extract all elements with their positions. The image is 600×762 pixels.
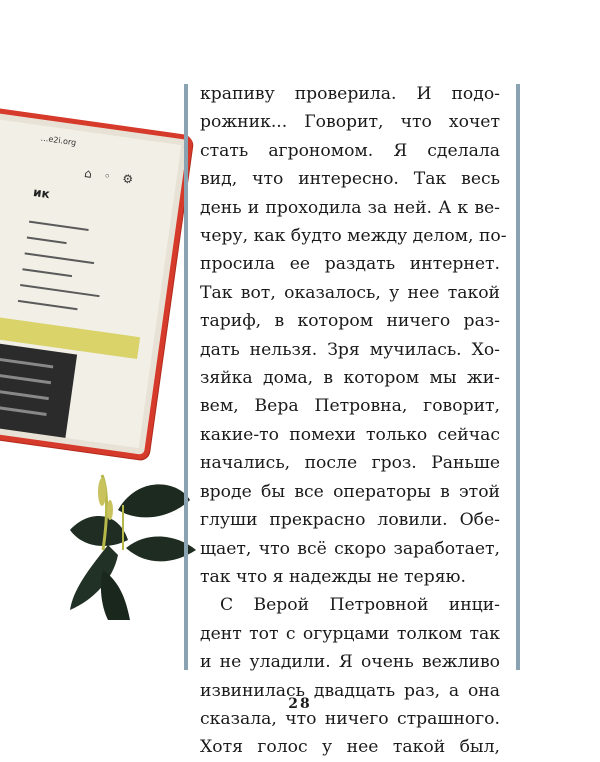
- body-line: щает, что всё скоро заработает,: [200, 538, 500, 559]
- tablet-text-line: [25, 252, 95, 264]
- body-line: и не уладили. Я очень вежливо: [200, 652, 500, 673]
- body-line: дать нельзя. Зря мучилась. Хо-: [200, 339, 500, 360]
- tablet-screen: [0, 116, 181, 448]
- body-line: С Верой Петровной инци-: [220, 595, 500, 616]
- body-line: глуши прекрасно ловили. Обе-: [200, 510, 500, 531]
- body-line: дент тот с огурцами толком так: [200, 623, 500, 644]
- body-line: рожник... Говорит, что хочет: [200, 112, 500, 133]
- body-line: зяйка дома, в котором мы жи-: [200, 368, 500, 389]
- tablet-illustration: [0, 103, 194, 460]
- body-line: извинилась двадцать раз, а она: [200, 680, 500, 701]
- right-blue-rule: [516, 84, 520, 670]
- body-line: Так вот, оказалось, у нее такой: [200, 282, 500, 303]
- body-line: какие-то помехи только сейчас: [200, 424, 500, 445]
- tablet-heading: ик: [32, 185, 51, 202]
- body-line: так что я надежды не теряю.: [200, 566, 466, 587]
- tablet-text-line: [20, 284, 99, 297]
- left-blue-rule: [184, 84, 188, 670]
- tablet-dark-block: [0, 337, 77, 438]
- body-line: стать агрономом. Я сделала: [200, 140, 500, 161]
- body-text: [200, 80, 507, 762]
- body-line: черу, как будто между делом, по-: [200, 226, 507, 247]
- body-line: Хотя голос у нее такой был,: [200, 737, 500, 758]
- tablet-status-icons: ⌂ ◦ ⚙: [83, 165, 139, 188]
- page-number: 28: [288, 696, 312, 712]
- body-line: тариф, в котором ничего раз-: [200, 311, 500, 332]
- tablet-text-line: [22, 268, 72, 277]
- body-line: крапиву проверила. И подо-: [200, 84, 500, 104]
- body-line: просила ее раздать интернет.: [200, 254, 500, 275]
- plant-illustration: [68, 470, 198, 620]
- body-line: начались, после гроз. Раньше: [200, 453, 500, 474]
- tablet-url: ...e2i.org: [40, 133, 77, 148]
- tablet-text-line: [29, 221, 89, 231]
- tablet-text-line: [27, 237, 67, 245]
- tablet-text-line: [18, 300, 78, 310]
- body-line: вем, Вера Петровна, говорит,: [200, 396, 500, 417]
- body-line: вроде бы все операторы в этой: [200, 481, 500, 502]
- body-line: вид, что интересно. Так весь: [200, 169, 500, 190]
- body-line: сказала, что ничего страшного.: [200, 708, 500, 729]
- body-line: день и проходила за ней. А к ве-: [200, 197, 500, 218]
